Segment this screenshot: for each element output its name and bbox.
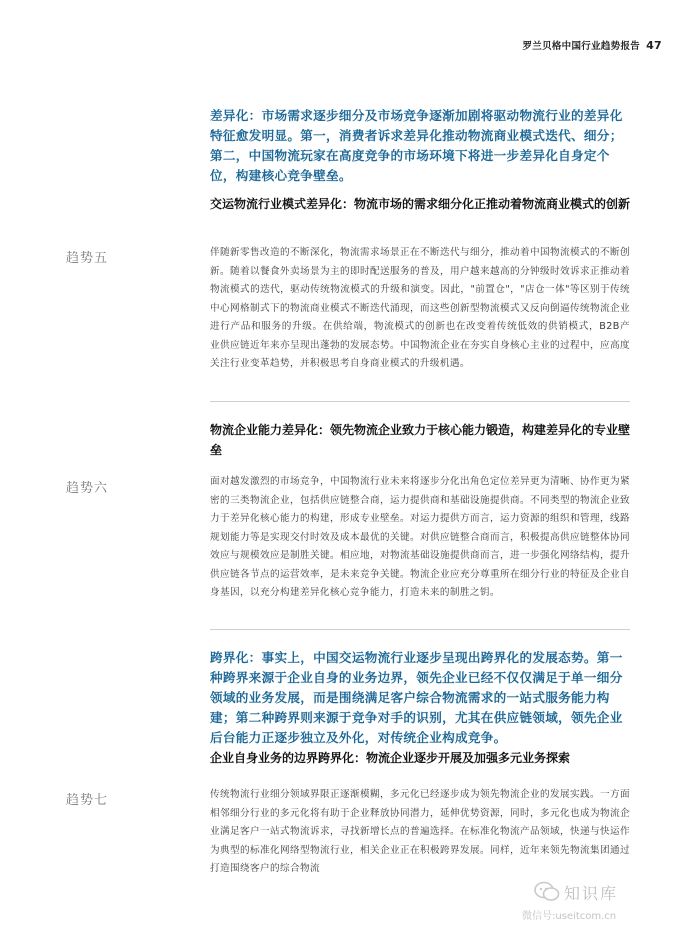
watermark (522, 881, 682, 929)
subhead-trend-6: 物流企业能力差异化：领先物流企业致力于核心能力锻造，构建差异化的专业壁垒 (210, 423, 631, 457)
watermark-name: 知识库 (564, 884, 619, 903)
divider (210, 401, 630, 402)
trend-label-5: 趋势五 (66, 251, 109, 266)
report-title: 罗兰贝格中国行业趋势报告 (522, 41, 641, 52)
subhead-trend-7: 企业自身业务的边界跨界化：物流企业逐步开展及加强多元业务探索 (210, 751, 571, 765)
trend-label-7: 趋势七 (66, 793, 109, 808)
section-lead-crossover: 跨界化：事实上，中国交运物流行业逐步呈现出跨界化的发展态势。第一种跨界来源于企业自身的业务边界，领先企业已经不仅仅满足于单一细分领域的业务发展，而是围绕满足客户综合物流需求的一站式服务能力构建；第二种跨界则来源于竞争对手的识别，尤其在供应链领域，领先企业后台能力正逐步独立及外化，对传统企业构成竞争。 (210, 650, 623, 745)
body-trend-6: 面对越发激烈的市场竞争，中国物流行业未来将逐步分化出角色定位差异更为清晰、协作更为紧密的三类物流企业，包括供应链整合商，运力提供商和基础设施提供商。不同类型的物流企业致力于差异化核心能力的构建，形成专业壁垒。对运力提供方而言，运力资源的组织和管理，线路规划能力等是实现交付时效及成本最优的关键。对供应链整合商而言，积极提高供应链整体协同效应与规模效应是制胜关键。相应地，对物流基础设施提供商而言，进一步强化网络结构，提升供应链各节点的运营效率，是未来竞争关键。物流企业应充分尊重所在细分行业的特征及企业自身基因，以充分构建差异化核心竞争能力，打造未来的制胜之钥。 (210, 476, 630, 598)
divider (210, 629, 630, 630)
watermark-wechat-id: 微信号:useitcom.cn (522, 911, 617, 922)
page-number: 47 (646, 39, 662, 52)
chat-bubble-icon (534, 881, 560, 903)
trend-label-6: 趋势六 (66, 481, 109, 496)
section-lead-differentiation: 差异化：市场需求逐步细分及市场竞争逐渐加剧将驱动物流行业的差异化特征愈发明显。第一，消费者诉求差异化推动物流商业模式迭代、细分；第二，中国物流玩家在高度竞争的市场环境下将进一步差异化自身定个位，构建核心竞争壁垒。 (210, 108, 623, 183)
subhead-trend-5: 交运物流行业模式差异化：物流市场的需求细分化正推动着物流商业模式的创新 (210, 197, 631, 211)
body-trend-7: 传统物流行业细分领域界限正逐渐模糊，多元化已经逐步成为领先物流企业的发展实践。一方面相邻细分行业的多元化将有助于企业释放协同潜力，延伸优势资源，同时，多元化也成为物流企业满足客户一站式物流诉求，寻找新增长点的普遍选择。在标准化物流产品领域，快递与快运作为典型的标准化网络型物流行业，相关企业正在积极跨界发展。同样，近年来领先物流集团通过打造围绕客户的综合物流 (210, 789, 630, 874)
body-trend-5: 伴随新零售改造的不断深化，物流需求场景正在不断迭代与细分，推动着中国物流模式的不断创新。随着以餐食外卖场景为主的即时配送服务的普及，用户越来越高的分钟级时效诉求正推动着物流模式的迭代，驱动传统物流模式的升级和演变。因此，"前置仓"，"店仓一体"等区别于传统中心网格制式下的物流商业模式不断迭代涌现，而这些创新型物流模式又反向倒逼传统物流企业进行产品和服务的升级。在供给端，物流模式的创新也在改变着传统低效的供销模式，B2B产业供应链近年来亦呈现出蓬勃的发展态势。中国物流企业在夯实自身核心主业的过程中，应高度关注行业变革趋势，并积极思考自身商业模式的升级机遇。 (210, 247, 630, 369)
running-header (522, 38, 662, 52)
